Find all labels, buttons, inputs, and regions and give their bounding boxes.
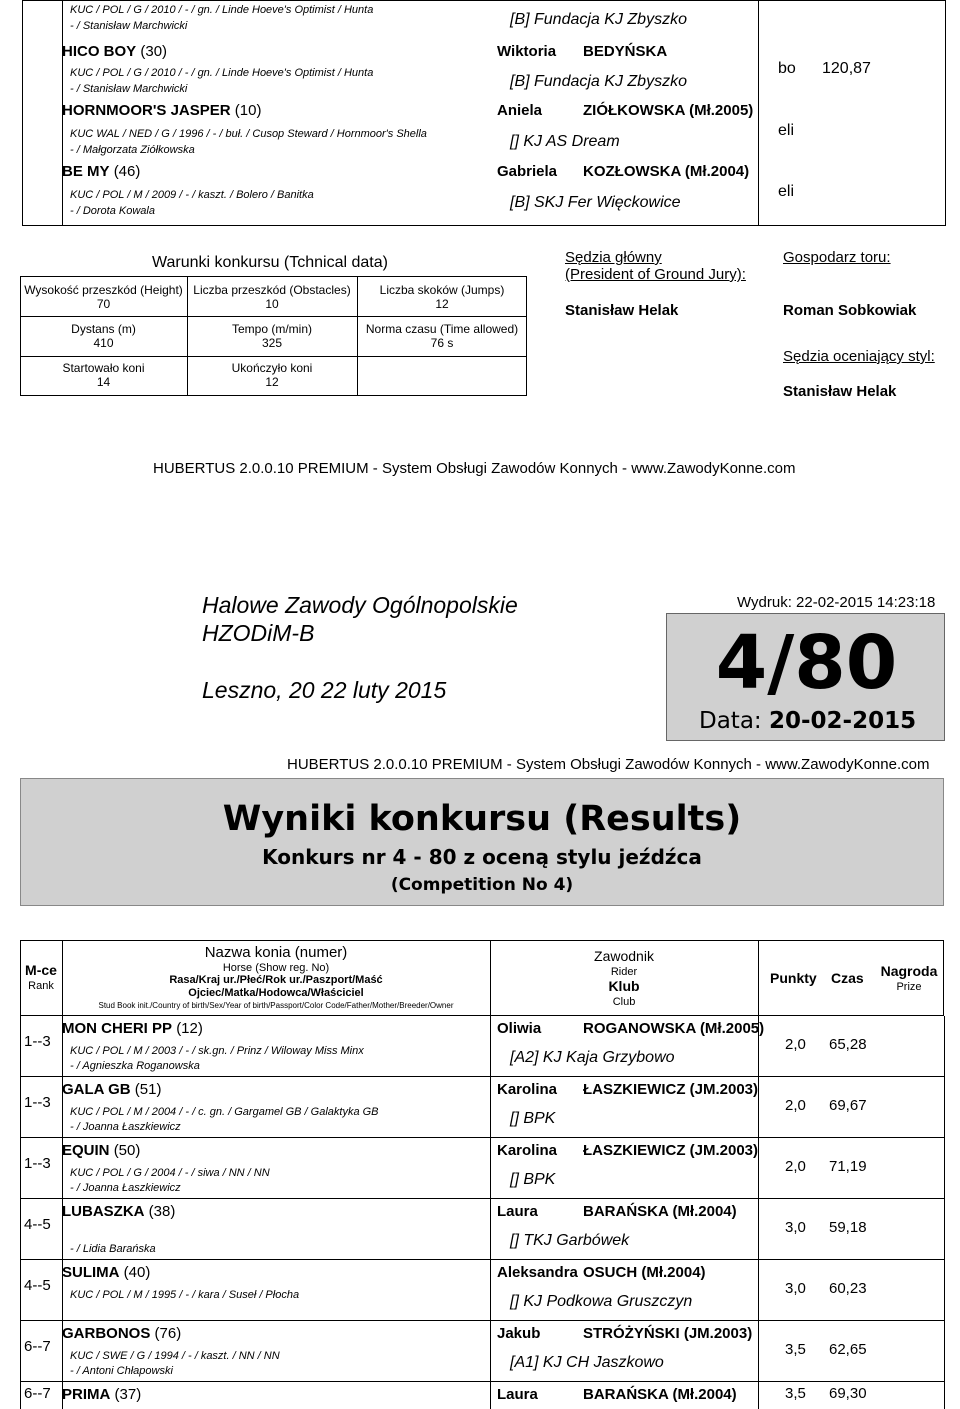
rider-first: Aniela bbox=[497, 102, 543, 119]
course-designer-name: Roman Sobkowiak bbox=[783, 302, 917, 319]
height-label: Wysokość przeszkód (Height) bbox=[24, 283, 183, 297]
footer-line: HUBERTUS 2.0.0.10 PREMIUM - System Obsługi Zawodów Konnych - www.ZawodyKonne.com bbox=[153, 460, 796, 477]
horse-name-text: SULIMA bbox=[62, 1264, 120, 1281]
col-time: Czas bbox=[831, 970, 864, 986]
rank: 6--7 bbox=[24, 1338, 51, 1355]
course-designer-label: Gospodarz toru: bbox=[783, 249, 891, 266]
finished-label: Ukończyło koni bbox=[231, 361, 313, 375]
horse-owner: - / Małgorzata Ziółkowska bbox=[70, 144, 195, 156]
jumps-value: 12 bbox=[435, 297, 449, 311]
started-value: 14 bbox=[96, 375, 111, 389]
rider-first: Oliwia bbox=[497, 1020, 542, 1037]
horse-owner: - / Joanna Łaszkiewicz bbox=[70, 1182, 181, 1194]
horse-owner: - / Stanisław Marchwicki bbox=[70, 83, 188, 95]
club: [] BPK bbox=[510, 1110, 556, 1127]
horse-number: (50) bbox=[113, 1142, 141, 1159]
footer-line-2: HUBERTUS 2.0.0.10 PREMIUM - System Obsługi Zawodów Konnych - www.ZawodyKonne.com bbox=[287, 756, 930, 773]
club: [] TKJ Garbówek bbox=[510, 1232, 630, 1249]
horse-name bbox=[62, 163, 140, 180]
time: 71,19 bbox=[829, 1158, 867, 1175]
horse-info: KUC / POL / G / 2004 / - / siwa / NN / NN bbox=[70, 1167, 270, 1179]
horse-name bbox=[62, 1203, 175, 1220]
horse-number: (40) bbox=[123, 1264, 151, 1281]
col-horse: Nazwa konia (numer) bbox=[204, 944, 348, 961]
horse-owner: - / Lidia Barańska bbox=[70, 1243, 156, 1255]
rank: 1--3 bbox=[24, 1155, 51, 1172]
col-club-en: Club bbox=[612, 996, 636, 1008]
col-prize-en: Prize bbox=[896, 981, 922, 993]
time-allowed-value: 76 s bbox=[430, 336, 454, 350]
tech-title: Warunki konkursu (Tchnical data) bbox=[152, 254, 388, 271]
time-allowed-label: Norma czasu (Time allowed) bbox=[365, 322, 519, 336]
rider-last: ZIÓŁKOWSKA (Mł.2005) bbox=[583, 102, 754, 119]
horse-info: KUC / POL / M / 2004 / - / c. gn. / Gargamel GB / Galaktyka GB bbox=[70, 1106, 379, 1118]
col-club: Klub bbox=[608, 978, 640, 994]
rider-last: STRÓŻYŃSKI (JM.2003) bbox=[583, 1325, 753, 1342]
horse-number: (37) bbox=[114, 1386, 142, 1403]
judge-label: Sędzia główny bbox=[565, 249, 662, 266]
col-rank-en: Rank bbox=[28, 980, 54, 992]
horse-name-text: PRIMA bbox=[62, 1386, 111, 1403]
horse-name bbox=[62, 1264, 150, 1281]
horse-name-text: BE MY bbox=[62, 163, 110, 180]
competition-no: (Competition No 4) bbox=[390, 875, 574, 895]
horse-owner: - / Antoni Chłapowski bbox=[70, 1365, 173, 1377]
club: [B] Fundacja KJ Zbyszko bbox=[510, 11, 687, 28]
rider-first: Jakub bbox=[497, 1325, 541, 1342]
results-subtitle: Konkurs nr 4 - 80 z oceną stylu jeźdźca bbox=[262, 845, 702, 869]
points: 2,0 bbox=[785, 1158, 806, 1175]
col-rank: M-ce bbox=[25, 962, 57, 978]
horse-number: (30) bbox=[140, 43, 168, 60]
date-value: 20-02-2015 bbox=[768, 708, 917, 734]
club: [A1] KJ CH Jaszkowo bbox=[510, 1354, 664, 1371]
rank: 4--5 bbox=[24, 1277, 51, 1294]
horse-number: (38) bbox=[148, 1203, 176, 1220]
event-code: HZODiM-B bbox=[202, 620, 315, 646]
print-timestamp: Wydruk: 22-02-2015 14:23:18 bbox=[737, 594, 936, 611]
status-code: bo bbox=[778, 60, 796, 77]
horse-name-text: EQUIN bbox=[62, 1142, 110, 1159]
rider-first: Gabriela bbox=[497, 163, 558, 180]
horse-name bbox=[62, 1081, 161, 1098]
horse-name bbox=[62, 1142, 140, 1159]
horse-info: KUC WAL / NED / G / 1996 / - / buł. / Cusop Steward / Hornmoor's Shella bbox=[70, 128, 427, 140]
horse-owner: - / Stanisław Marchwicki bbox=[70, 20, 188, 32]
rider-last: BARAŃSKA (Mł.2004) bbox=[583, 1203, 737, 1220]
started-label: Startowało koni bbox=[62, 361, 145, 375]
rider-first: Aleksandra bbox=[497, 1264, 578, 1281]
judge-label-en: (President of Ground Jury): bbox=[565, 266, 746, 283]
col-prize: Nagroda bbox=[880, 963, 938, 979]
rider-first: Karolina bbox=[497, 1142, 558, 1159]
obstacles-label: Liczba przeszkód (Obstacles) bbox=[193, 283, 351, 297]
horse-name-text: LUBASZKA bbox=[62, 1203, 145, 1220]
rank: 1--3 bbox=[24, 1033, 51, 1050]
rank: 1--3 bbox=[24, 1094, 51, 1111]
horse-name bbox=[62, 1325, 181, 1342]
finished-value: 12 bbox=[265, 375, 279, 389]
style-judge-name: Stanisław Helak bbox=[783, 383, 897, 400]
horse-name bbox=[62, 102, 261, 119]
tempo-label: Tempo (m/min) bbox=[231, 322, 312, 336]
rank: 6--7 bbox=[24, 1385, 51, 1402]
horse-info: KUC / POL / G / 2010 / - / gn. / Linde Hoeve's Optimist / Hunta bbox=[70, 4, 374, 16]
horse-number: (76) bbox=[154, 1325, 182, 1342]
time: 59,18 bbox=[829, 1219, 867, 1236]
col-rider-en: Rider bbox=[610, 966, 638, 978]
style-judge-label: Sędzia oceniający styl: bbox=[783, 348, 935, 365]
col-rider: Zawodnik bbox=[594, 948, 654, 964]
club: [] KJ AS Dream bbox=[510, 133, 620, 150]
rider-last: ŁASZKIEWICZ (JM.2003) bbox=[583, 1081, 759, 1098]
horse-info: KUC / POL / M / 1995 / - / kara / Suseł / Płocha bbox=[70, 1289, 300, 1301]
rider-first: Laura bbox=[497, 1203, 538, 1220]
rider-first: Laura bbox=[497, 1386, 538, 1403]
results-title: Wyniki konkursu (Results) bbox=[222, 799, 742, 839]
club: [] KJ Podkowa Gruszczyn bbox=[510, 1293, 693, 1310]
tempo-value: 325 bbox=[261, 336, 283, 350]
height-value: 70 bbox=[96, 297, 111, 311]
col-horse-en: Horse (Show reg. No) bbox=[222, 962, 330, 974]
club: [] BPK bbox=[510, 1171, 556, 1188]
time: 69,67 bbox=[829, 1097, 867, 1114]
points: 3,5 bbox=[785, 1341, 806, 1358]
distance-label: Dystans (m) bbox=[71, 322, 136, 336]
points: 2,0 bbox=[785, 1036, 806, 1053]
horse-number: (46) bbox=[113, 163, 141, 180]
horse-info: KUC / POL / G / 2010 / - / gn. / Linde Hoeve's Optimist / Hunta bbox=[70, 67, 374, 79]
rider-last: BARAŃSKA (Mł.2004) bbox=[583, 1386, 737, 1403]
col-horse-pedigree: Ojciec/Matka/Hodowca/Właściciel bbox=[188, 987, 364, 999]
time: 69,30 bbox=[829, 1385, 867, 1402]
status-code: eli bbox=[778, 122, 795, 139]
club: [B] SKJ Fer Więckowice bbox=[510, 194, 681, 211]
col-horse-details: Rasa/Kraj ur./Płeć/Rok ur./Paszport/Maść bbox=[169, 974, 383, 986]
competition-number: 4/80 bbox=[715, 620, 898, 706]
horse-number: (10) bbox=[234, 102, 262, 119]
horse-info: KUC / SWE / G / 1994 / - / kaszt. / NN / NN bbox=[70, 1350, 280, 1362]
points: 3,0 bbox=[785, 1280, 806, 1297]
col-points: Punkty bbox=[770, 970, 817, 986]
score: 120,87 bbox=[822, 60, 871, 77]
distance-value: 410 bbox=[93, 336, 114, 350]
rider-last: OSUCH (Mł.2004) bbox=[583, 1264, 706, 1281]
date-row bbox=[699, 708, 916, 734]
club: [B] Fundacja KJ Zbyszko bbox=[510, 73, 687, 90]
time: 60,23 bbox=[829, 1280, 867, 1297]
horse-info: KUC / POL / M / 2009 / - / kaszt. / Bolero / Banitka bbox=[70, 189, 314, 201]
club: [A2] KJ Kaja Grzybowo bbox=[510, 1049, 675, 1066]
horse-owner: - / Dorota Kowala bbox=[70, 205, 155, 217]
horse-number: (51) bbox=[134, 1081, 162, 1098]
judge-name: Stanisław Helak bbox=[565, 302, 679, 319]
rider-last: ROGANOWSKA (Mł.2005) bbox=[583, 1020, 765, 1037]
rider-last: KOZŁOWSKA (Mł.2004) bbox=[583, 163, 750, 180]
event-place-date: Leszno, 20 22 luty 2015 bbox=[202, 677, 447, 703]
points: 2,0 bbox=[785, 1097, 806, 1114]
col-horse-legend: Stud Book init./Country of birth/Sex/Year of birth/Passport/Color Code/Father/Mother/Breeder/Owner bbox=[98, 1001, 454, 1010]
rider-last: ŁASZKIEWICZ (JM.2003) bbox=[583, 1142, 759, 1159]
date-label: Data: bbox=[699, 708, 762, 734]
obstacles-value: 10 bbox=[265, 297, 279, 311]
status-code: eli bbox=[778, 183, 795, 200]
horse-name bbox=[62, 1386, 141, 1403]
horse-number: (12) bbox=[176, 1020, 203, 1037]
horse-info: KUC / POL / M / 2003 / - / sk.gn. / Prinz / Wiloway Miss Minx bbox=[70, 1045, 364, 1057]
competition-number-box bbox=[666, 613, 945, 741]
horse-name-text: MON CHERI PP bbox=[62, 1020, 173, 1037]
event-title: Halowe Zawody Ogólnopolskie bbox=[202, 592, 518, 618]
rider-first: Wiktoria bbox=[497, 43, 557, 60]
horse-name bbox=[62, 43, 167, 60]
points: 3,5 bbox=[785, 1385, 806, 1402]
rider-last: BEDYŃSKA bbox=[583, 43, 668, 60]
horse-name-text: HORNMOOR'S JASPER bbox=[62, 102, 231, 119]
time: 65,28 bbox=[829, 1036, 867, 1053]
results-header-box bbox=[20, 778, 944, 906]
horse-name-text: GARBONOS bbox=[62, 1325, 151, 1342]
points: 3,0 bbox=[785, 1219, 806, 1236]
time: 62,65 bbox=[829, 1341, 867, 1358]
horse-owner: - / Agnieszka Roganowska bbox=[70, 1060, 200, 1072]
jumps-label: Liczba skoków (Jumps) bbox=[379, 283, 505, 297]
horse-name bbox=[62, 1020, 203, 1037]
horse-name-text: HICO BOY bbox=[62, 43, 137, 60]
rank: 4--5 bbox=[24, 1216, 51, 1233]
horse-owner: - / Joanna Łaszkiewicz bbox=[70, 1121, 181, 1133]
horse-name-text: GALA GB bbox=[62, 1081, 131, 1098]
rider-first: Karolina bbox=[497, 1081, 558, 1098]
